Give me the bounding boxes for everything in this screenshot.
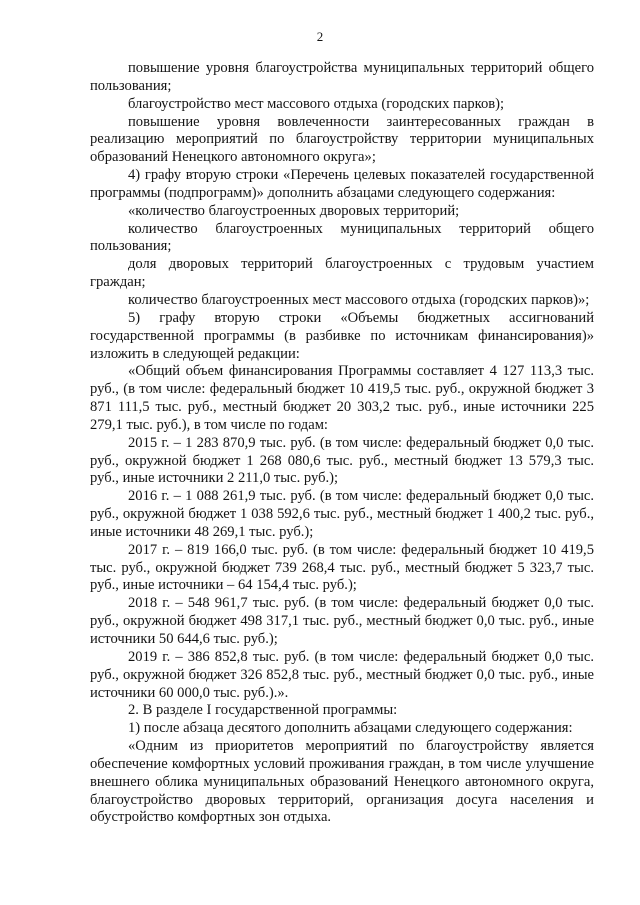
document-body bbox=[90, 60, 594, 827]
paragraph: 2. В разделе I государственной программы: bbox=[128, 702, 398, 719]
paragraph: 2019 г. – 386 852,8 тыс. руб. (в том числе: федеральный бюджет 0,0 тыс. руб., окружной бюджет 326 852,8 тыс. руб., местный бюджет 0,0 тыс. руб., иные источники 60 000,0 тыс. руб.).». bbox=[90, 648, 594, 701]
paragraph: 4) графу вторую строки «Перечень целевых показателей государственной программы (подпрограмм)» дополнить абзацами следующего содержания: bbox=[90, 167, 594, 201]
paragraph: 1) после абзаца десятого дополнить абзацами следующего содержания: bbox=[128, 720, 573, 737]
paragraph: доля дворовых территорий благоустроенных с трудовым участием граждан; bbox=[90, 256, 594, 291]
paragraph: повышение уровня вовлеченности заинтересованных граждан в реализацию мероприятий по благоустройству территории муниципальных образований Ненецкого автономного округа»; bbox=[90, 113, 594, 166]
paragraph: 5) графу вторую строки «Объемы бюджетных ассигнований государственной программы (в разбивке по источникам финансирования)» изложить в следующей редакции: bbox=[90, 309, 594, 362]
paragraph: «количество благоустроенных дворовых территорий; bbox=[128, 202, 460, 219]
paragraph: количество благоустроенных муниципальных территорий общего пользования; bbox=[90, 220, 594, 255]
paragraph: 2015 г. – 1 283 870,9 тыс. руб. (в том числе: федеральный бюджет 0,0 тыс. руб., окружной бюджет 1 268 080,6 тыс. руб., местный бюджет 13 579,3 тыс. руб., иные источники 2 211,0 тыс. руб.); bbox=[90, 434, 594, 487]
paragraph: 2016 г. – 1 088 261,9 тыс. руб. (в том числе: федеральный бюджет 0,0 тыс. руб., окружной бюджет 1 038 592,6 тыс. руб., местный бюджет 1 400,2 тыс. руб., иные источники 48 269,1 тыс. руб.); bbox=[90, 488, 594, 540]
paragraph: 2017 г. – 819 166,0 тыс. руб. (в том числе: федеральный бюджет 10 419,5 тыс. руб., окружной бюджет 739 268,4 тыс. руб., местный бюджет 5 323,7 тыс. руб., иные источники – 64 154,4 тыс. руб.); bbox=[90, 541, 594, 594]
paragraph: «Одним из приоритетов мероприятий по благоустройству является обеспечение комфортных условий проживания граждан, в том числе улучшение внешнего облика муниципальных образований Ненецкого автономного округа, благоустройство дворовых территорий, организация досуга населения и обустройство комфортных зон отдыха. bbox=[90, 738, 594, 826]
paragraph: благоустройство мест массового отдыха (городских парков); bbox=[128, 95, 505, 112]
paragraph: повышение уровня благоустройства муниципальных территорий общего пользования; bbox=[90, 60, 594, 94]
paragraph: «Общий объем финансирования Программы составляет 4 127 113,3 тыс. руб., (в том числе: федеральный бюджет 10 419,5 тыс. руб., окружной бюджет 3 871 111,5 тыс. руб., местный бюджет 20 303,2 тыс. руб., иные источники 225 279,1 тыс. руб.), в том числе по годам: bbox=[90, 363, 594, 433]
paragraph: 2018 г. – 548 961,7 тыс. руб. (в том числе: федеральный бюджет 0,0 тыс. руб., окружной бюджет 498 317,1 тыс. руб., местный бюджет 0,0 тыс. руб., иные источники 50 644,6 тыс. руб.); bbox=[90, 595, 594, 647]
paragraph: количество благоустроенных мест массового отдыха (городских парков)»; bbox=[128, 291, 590, 308]
page-number: 2 bbox=[316, 29, 324, 44]
